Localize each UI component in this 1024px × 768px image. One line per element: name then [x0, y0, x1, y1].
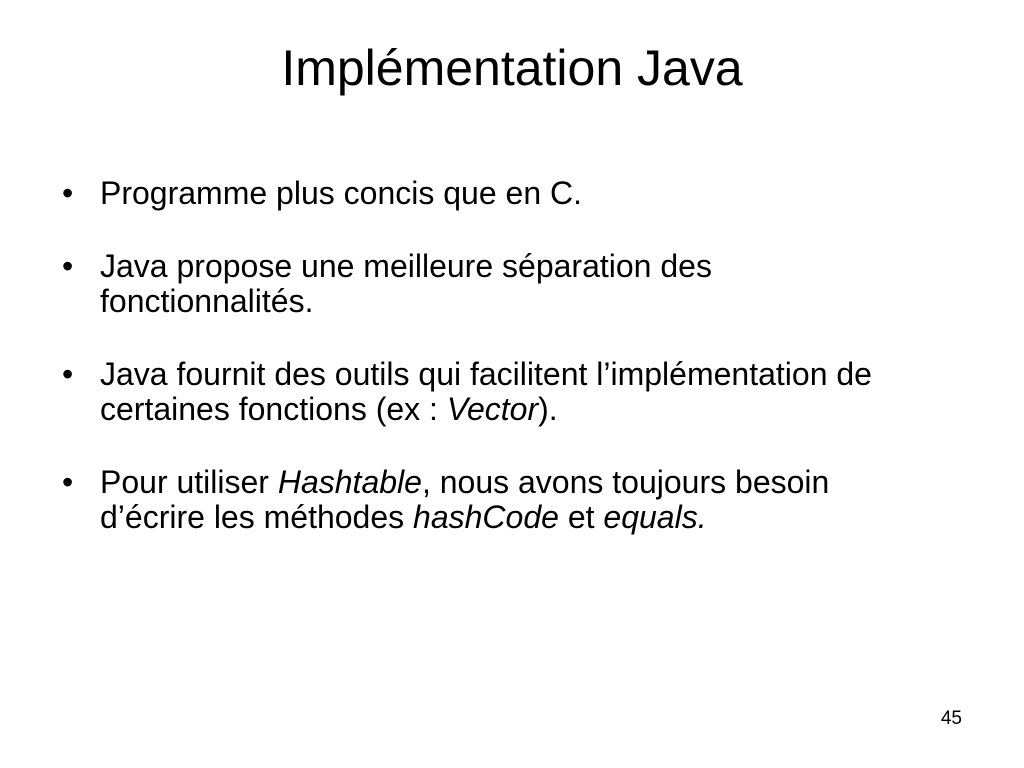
- bullet-text-2: [100, 248, 712, 319]
- bullet-list: [56, 176, 916, 573]
- bullet-marker: •: [62, 356, 74, 392]
- bullet-text-3: [100, 356, 872, 427]
- bullet-item-1: [56, 176, 916, 211]
- bullet-text-4: [100, 464, 829, 535]
- bullet-3-text-part-2: ).: [538, 391, 558, 427]
- bullet-3-italic-vector: Vector: [446, 391, 539, 427]
- bullet-text-1: [100, 175, 582, 211]
- bullet-4-text-part-3: et: [558, 499, 604, 535]
- bullet-4-italic-hashcode: hashCode: [413, 499, 559, 535]
- bullet-item-4: [56, 465, 916, 535]
- bullet-marker: •: [62, 248, 74, 284]
- bullet-item-3: [56, 357, 916, 427]
- bullet-3-text-part-1: Java fournit des outils qui facilitent l’implémentation de certaines fonctions (ex :: [100, 356, 872, 427]
- bullet-1-text: Programme plus concis que en C.: [100, 175, 582, 211]
- bullet-marker: •: [62, 175, 74, 211]
- bullet-4-text-part-1: Pour utiliser: [100, 464, 278, 500]
- bullet-item-2: [56, 249, 916, 319]
- bullet-4-text-part-2: , nous avons toujours besoin d’écrire les méthodes: [100, 464, 830, 535]
- bullet-marker: •: [62, 464, 74, 500]
- bullet-4-italic-equals: equals.: [603, 499, 707, 535]
- bullet-2-text: Java propose une meilleure séparation des fonctionnalités.: [100, 248, 712, 319]
- page-number: 45: [940, 708, 962, 729]
- slide-title: Implémentation Java: [281, 40, 743, 96]
- bullet-4-italic-hashtable: Hashtable: [277, 464, 422, 500]
